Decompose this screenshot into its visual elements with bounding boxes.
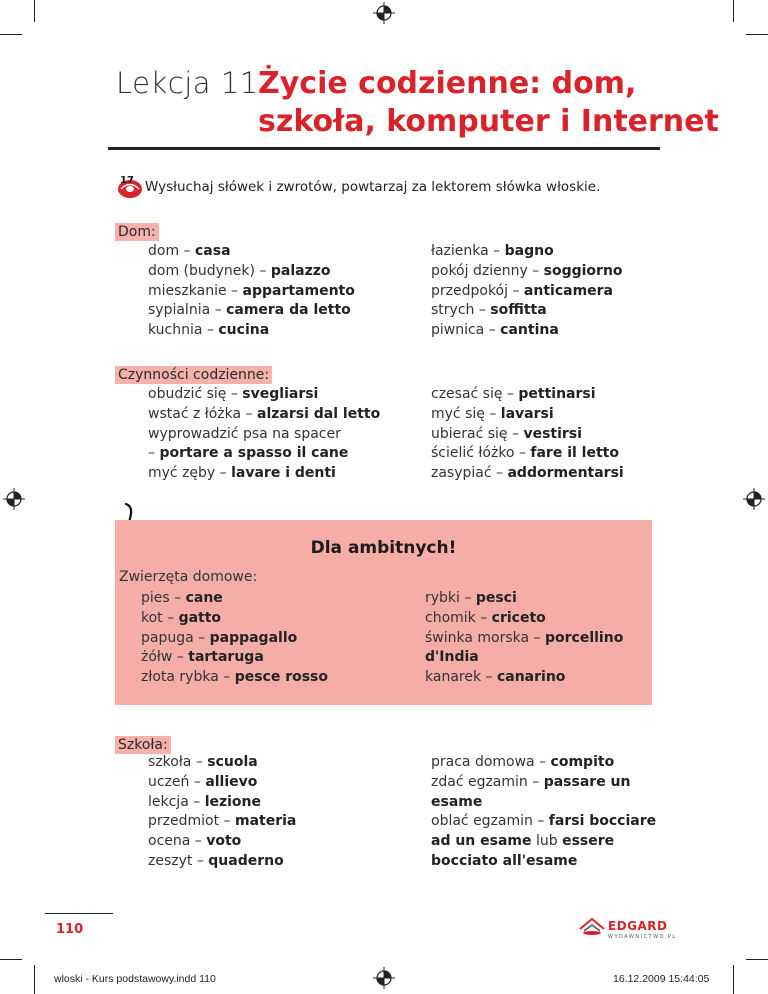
track-number: 17 [120, 175, 134, 186]
vocab-entry [431, 793, 482, 813]
vocab-entry [141, 589, 223, 609]
polish-term: kuchnia – [148, 322, 219, 339]
italian-term: ad un esame [431, 833, 532, 850]
italian-term: pappagallo [209, 629, 298, 646]
section-label-czynnosci: Czynności codzienne: [115, 366, 272, 384]
instruction-text: Wysłuchaj słówek i zwrotów, powtarzaj za lektorem słówka włoskie. [145, 179, 601, 195]
polish-term: praca domowa – [431, 754, 551, 770]
vocab-entry [431, 852, 577, 872]
polish-term: szkoła – [148, 754, 208, 770]
polish-term: zasypiać – [431, 465, 508, 482]
italian-term: pesci [475, 590, 517, 606]
vocab-entry [431, 753, 614, 773]
italian-term: essere [562, 833, 615, 850]
crop-mark [746, 34, 768, 35]
vocab-entry [431, 321, 559, 341]
italian-term: camera da letto [226, 302, 351, 319]
italian-term: portare a spasso il cane [159, 445, 349, 462]
italian-term: d'India [425, 649, 479, 666]
polish-term: ocena – [148, 833, 207, 850]
vocab-entry [148, 242, 231, 262]
polish-term: świnka morska – [425, 629, 545, 646]
crop-mark [0, 959, 22, 960]
italian-term: vestirsi [523, 425, 582, 442]
page-title-line-1: Życie codzienne: dom, [258, 66, 637, 101]
polish-term: kot – [141, 609, 179, 626]
crop-mark [733, 965, 734, 994]
crop-mark [746, 959, 768, 960]
vocab-entry [431, 773, 631, 793]
vocab-entry [431, 385, 596, 405]
registration-mark-icon [743, 488, 765, 510]
vocab-entry [148, 301, 351, 321]
italian-term: alzarsi dal letto [257, 405, 381, 422]
polish-term: mieszkanie – [148, 282, 243, 299]
polish-term: złota rybka – [141, 669, 235, 686]
vocab-entry [431, 444, 619, 464]
italian-term: allievo [205, 773, 258, 790]
italian-term: palazzo [270, 262, 331, 279]
vocab-entry [425, 609, 546, 629]
file-info: wloski - Kurs podstawowy.indd 110 [54, 973, 216, 985]
italian-term: soggiorno [543, 262, 623, 279]
italian-term: canarino [496, 669, 566, 686]
print-timestamp: 16.12.2009 15:44:05 [613, 973, 710, 985]
vocab-entry [148, 812, 296, 832]
vocab-entry [148, 852, 284, 872]
polish-term: papuga – [141, 629, 210, 646]
title-divider [108, 147, 660, 150]
lesson-number: Lekcja 11 [116, 66, 259, 100]
vocab-entry [431, 425, 582, 445]
polish-term: czesać się – [431, 386, 519, 402]
vocab-entry [431, 812, 656, 832]
crop-mark [733, 0, 734, 22]
italian-term: cucina [218, 322, 270, 339]
italian-term: fare il letto [530, 445, 619, 462]
polish-term: zdać egzamin – [431, 773, 544, 790]
vocab-entry [148, 753, 258, 773]
vocab-entry [141, 609, 221, 629]
vocab-entry [148, 444, 348, 464]
page-title-line-2: szkoła, komputer i Internet [258, 104, 719, 139]
polish-term: łazienka – [431, 243, 505, 259]
vocab-entry [141, 668, 328, 688]
italian-term: lavare i denti [231, 465, 336, 482]
polish-term: – [148, 445, 160, 462]
vocab-entry [425, 668, 565, 688]
italian-term: esame [431, 793, 483, 810]
italian-term: quaderno [208, 853, 284, 869]
polish-term: myć się – [431, 405, 501, 422]
section-label-pets: Zwierzęta domowe: [119, 569, 258, 585]
italian-term: bocciato all'esame [431, 853, 578, 869]
italian-term: soffitta [490, 302, 547, 319]
vocab-entry [141, 629, 297, 649]
italian-term: lavarsi [500, 405, 554, 422]
polish-term: oblać egzamin – [431, 813, 549, 830]
edgard-logo-icon [578, 915, 606, 937]
polish-term: uczeń – [148, 773, 206, 790]
vocab-entry [148, 425, 341, 445]
italian-term: tartaruga [188, 649, 264, 666]
vocab-entry [431, 464, 624, 484]
polish-term: żółw – [141, 649, 189, 666]
vocab-entry [148, 464, 336, 484]
registration-mark-icon [373, 967, 395, 989]
italian-term: pettinarsi [518, 386, 596, 402]
vocab-entry [148, 262, 331, 282]
italian-term: gatto [178, 609, 222, 626]
vocab-entry [431, 242, 554, 262]
polish-term: myć zęby – [148, 465, 232, 482]
crop-mark [34, 965, 35, 994]
crop-mark [34, 0, 35, 22]
polish-term: rybki – [425, 590, 476, 606]
polish-term: zeszyt – [148, 853, 209, 869]
polish-term: strych – [431, 302, 491, 319]
section-label-szkola: Szkoła: [115, 736, 171, 754]
page-number-rule [45, 913, 113, 914]
section-label-dom: Dom: [115, 223, 159, 241]
italian-term: svegliarsi [242, 386, 319, 402]
edgard-logo-subtext: WYDAWNICTWO.PL [608, 934, 677, 940]
italian-term: passare un [543, 773, 631, 790]
vocab-entry [148, 793, 261, 813]
vocab-entry [141, 648, 264, 668]
registration-mark-icon [373, 2, 395, 24]
crop-mark [0, 34, 22, 35]
page-number: 110 [56, 922, 84, 937]
polish-term: obudzić się – [148, 386, 243, 402]
italian-term: pesce rosso [234, 669, 329, 686]
italian-term: appartamento [242, 282, 355, 299]
vocab-entry [431, 301, 547, 321]
registration-mark-icon [3, 488, 25, 510]
vocab-entry [148, 405, 380, 425]
italian-term: casa [195, 243, 231, 259]
vocab-entry [148, 385, 318, 405]
italian-term: voto [206, 833, 242, 850]
polish-term: wyprowadzić psa na spacer [148, 425, 341, 442]
polish-term: kanarek – [425, 669, 497, 686]
vocab-entry [431, 282, 613, 302]
italian-term: compito [550, 754, 615, 770]
polish-term: chomik – [425, 609, 492, 626]
italian-term: addormentarsi [507, 465, 624, 482]
vocab-entry [148, 773, 257, 793]
polish-term: ścielić łóżko – [431, 445, 531, 462]
italian-term: porcellino [545, 629, 624, 646]
vocab-entry [148, 282, 355, 302]
polish-term: dom – [148, 243, 195, 259]
polish-term: sypialnia – [148, 302, 227, 319]
italian-term: criceto [491, 609, 546, 626]
edgard-logo-text: EDGARD [608, 919, 668, 933]
polish-term: pokój dzienny – [431, 262, 544, 279]
audio-cd-icon [115, 172, 145, 200]
italian-term: anticamera [523, 282, 614, 299]
polish-term: pies – [141, 590, 186, 606]
vocab-entry [425, 648, 479, 668]
vocab-entry [148, 832, 241, 852]
polish-term: przedpokój – [431, 282, 524, 299]
vocab-entry [425, 629, 623, 649]
polish-term: piwnica – [431, 322, 501, 339]
vocab-entry [431, 262, 623, 282]
polish-term: lub [531, 833, 563, 850]
polish-term: lekcja – [148, 793, 205, 810]
italian-term: farsi bocciare [548, 813, 657, 830]
italian-term: materia [234, 813, 297, 830]
vocab-entry [431, 405, 554, 425]
polish-term: wstać z łóżka – [148, 405, 257, 422]
vocab-entry [148, 321, 269, 341]
italian-term: scuola [207, 754, 258, 770]
vocab-entry [425, 589, 517, 609]
italian-term: cane [185, 590, 223, 606]
italian-term: cantina [500, 322, 559, 339]
italian-term: bagno [504, 243, 554, 259]
polish-term: dom (budynek) – [148, 262, 271, 279]
vocab-entry [431, 832, 614, 852]
ambitious-title: Dla ambitnych! [310, 538, 457, 558]
polish-term: ubierać się – [431, 425, 524, 442]
italian-term: lezione [204, 793, 262, 810]
polish-term: przedmiot – [148, 813, 235, 830]
